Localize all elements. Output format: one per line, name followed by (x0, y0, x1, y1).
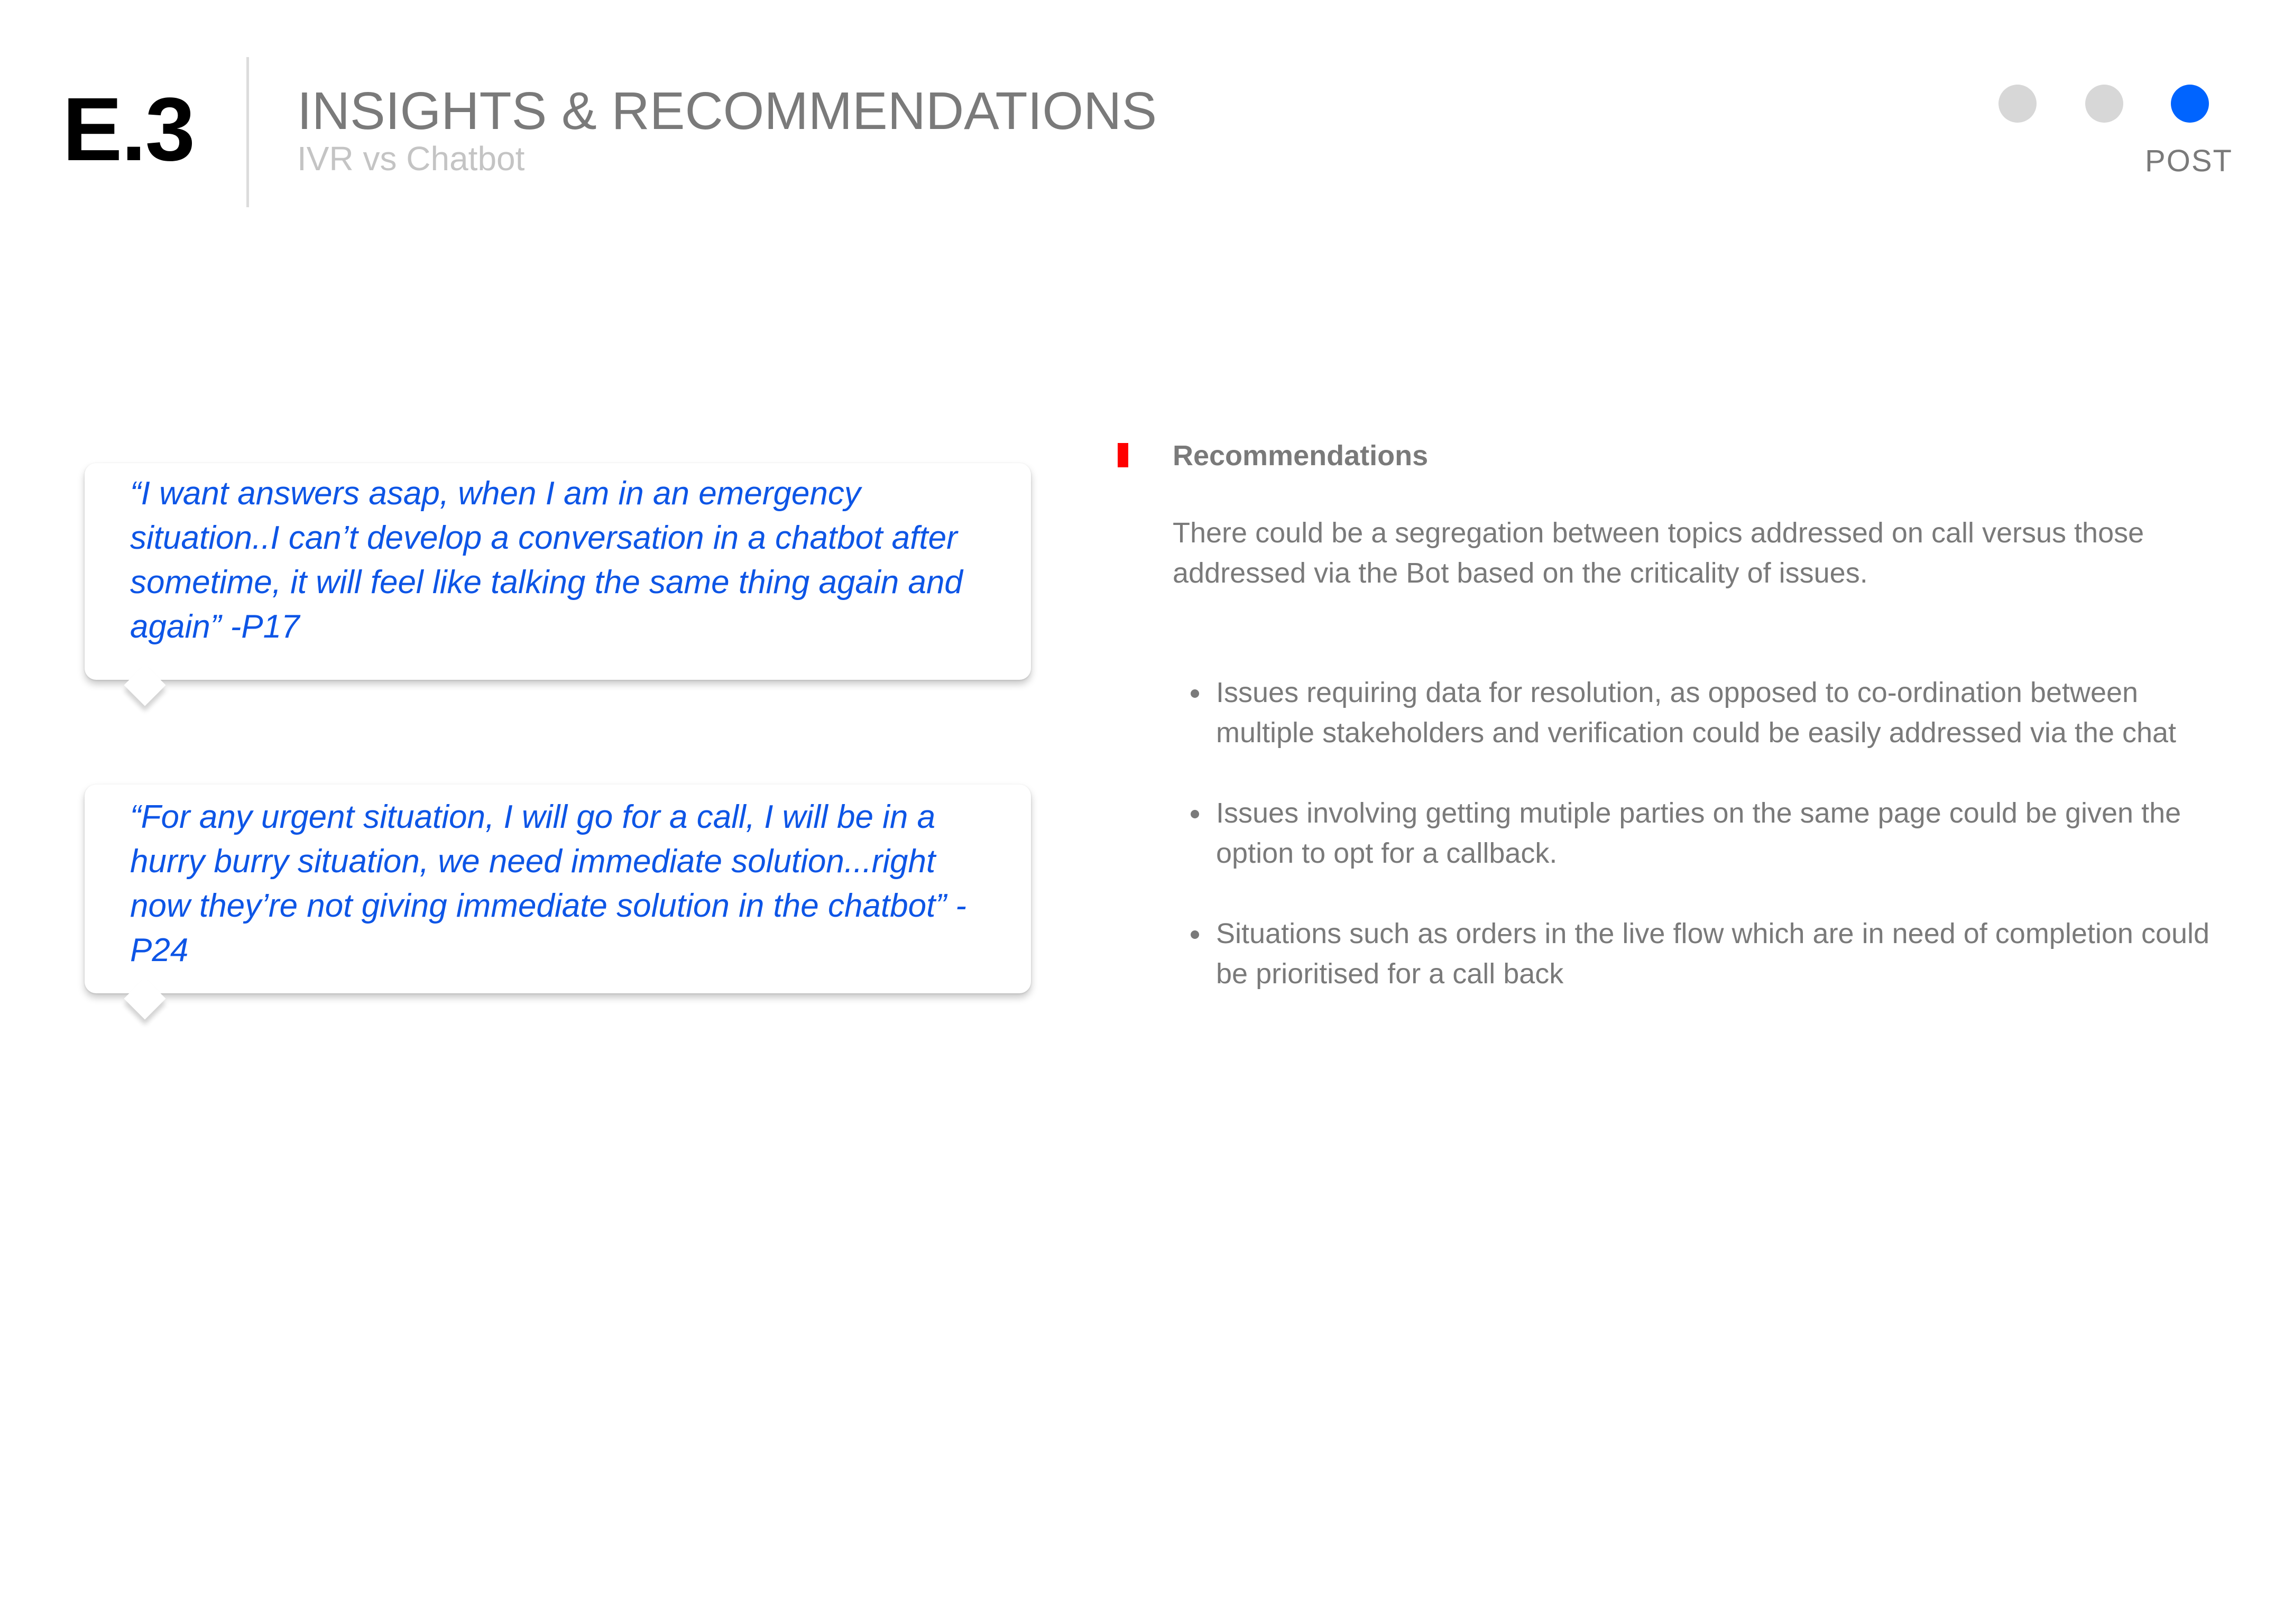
list-item: Issues involving getting mutiple parties on the same page could be given the option to opt for a callback. (1216, 793, 2210, 873)
recommendations-intro: There could be a segregation between topics addressed on call versus those addressed via the Bot based on the criticality of issues. (1173, 517, 2144, 589)
quote-text: “For any urgent situation, I will go for a call, I will be in a hurry burry situation, we need immediate solution...right now they’re not giving immediate solution in the chatbot” -P24 (130, 799, 966, 968)
section-number: E.3 (62, 79, 195, 180)
progress-dot-step-1 (1998, 85, 2037, 123)
progress-indicator (1998, 85, 2221, 125)
list-item: Situations such as orders in the live flow which are in need of completion could be prioritised for a call back (1216, 914, 2210, 994)
speech-bubble-tail-icon (124, 977, 165, 1019)
progress-dot-step-2 (2085, 85, 2123, 123)
recommendations-list (1173, 672, 2210, 1034)
recommendations-marker-icon (1118, 443, 1128, 467)
progress-dot-step-3-active (2171, 85, 2209, 123)
recommendations-heading: Recommendations (1173, 440, 1429, 472)
quote-bubble (85, 463, 1031, 680)
page-subtitle: IVR vs Chatbot (297, 140, 525, 178)
quote-bubble (85, 785, 1031, 993)
header-divider (246, 57, 249, 207)
list-item: Issues requiring data for resolution, as opposed to co-ordination between multiple stakeholders and verification could be easily addressed via the chat (1216, 672, 2210, 753)
stage-label: POST (2145, 144, 2233, 178)
quote-text: “I want answers asap, when I am in an emergency situation..I can’t develop a conversation in a chatbot after sometime, it will feel like talking the same thing again and again” -P17 (130, 475, 963, 645)
speech-bubble-tail-icon (124, 664, 165, 706)
page-title: INSIGHTS & RECOMMENDATIONS (297, 81, 1157, 141)
